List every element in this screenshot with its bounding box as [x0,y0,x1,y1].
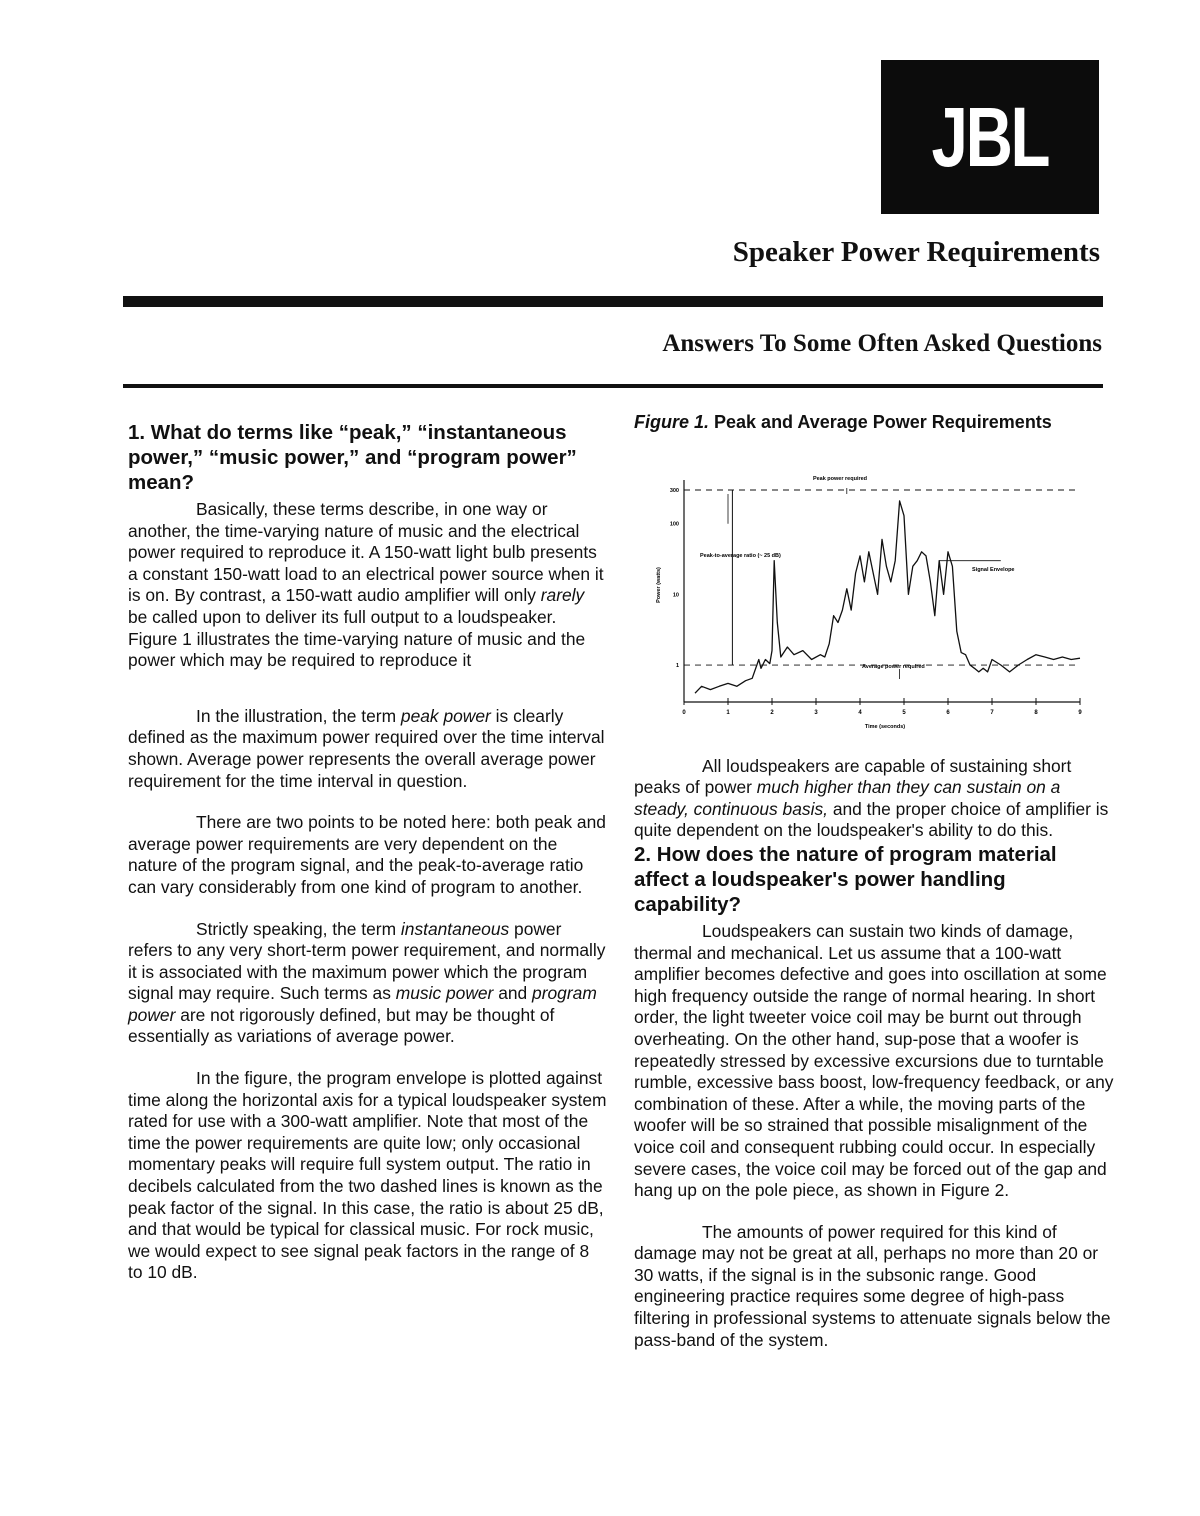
paragraph [128,706,608,792]
annotation-average: Average power required [862,663,925,670]
x-tick-label: 3 [814,709,818,716]
emphasis: program power [128,983,597,1025]
figure-caption [634,412,1114,434]
text-run: Basically, these terms describe, in one way or another, the time-varying nature of music and the electrical power required to reproduce it. A 150-watt light bulb presents a constant 150-watt load to an electrical power source when it is on. By contrast, a 150-watt audio amplifier will only [128,499,604,606]
logo-text: JBL [931,90,1049,184]
power-chart [640,440,1090,730]
question-2-heading: 2. How does the nature of program material affect a loudspeaker's power handling capability? [634,842,1057,916]
emphasis: much higher than they can sustain on a steady, continuous basis, [634,777,1061,819]
text-run: power refers to any very short-term power requirement, and normally it is associated with the maximum power which the program signal may require. Such terms as [128,918,606,1004]
x-tick-label: 9 [1078,709,1082,716]
paragraph: There are two points to be noted here: both peak and average power requirements are very dependent on the nature of the program signal, and the peak-to-average ratio can vary considerably from one kind of program to another. [128,812,606,897]
paragraph: The amounts of power required for this kind of damage may not be great at all, perhaps no more than 20 or 30 watts, if the signal is in the subsonic range. Good engineering practice requires some degree of high-pass filtering in professional systems to attenuate signals below the pass-band of the system. [634,1221,1111,1350]
left-column [128,420,608,1284]
paragraph [128,919,608,1049]
x-tick-label: 8 [1034,709,1038,716]
paragraph: In the figure, the program envelope is plotted against time along the horizontal axis for a typical loudspeaker system rated for use with a 300-watt amplifier. Note that most of the time the power requirements are quite low; only occasional momentary peaks will require full system output. The ratio in decibels calculated from the two dashed lines is known as the peak factor of the signal. In this case, the ratio is about 25 dB, and that would be typical for classical music. For rock music, we would expect to see signal peak factors in the range of 8 to 10 dB. [128,1068,607,1283]
x-tick-label: 5 [902,709,906,716]
text-run: and the proper choice of amplifier is quite dependent on the loudspeaker's ability to do this. [634,798,1109,841]
annotation-peak: Peak power required [812,475,868,482]
text-run: All loudspeakers are capable of sustaining short peaks of power [634,755,1072,798]
emphasis: peak power [400,705,491,726]
text-run: is clearly defined as the maximum power required over the time interval shown. Average power represents the overall average power requirement for the time interval in question. [128,705,605,791]
right-column-text [634,756,1114,1352]
figure-title: Peak and Average Power Requirements [709,412,1052,432]
subtitle-rule [123,384,1103,388]
text-run: and [493,983,533,1004]
x-tick-label: 6 [946,709,950,716]
x-tick-label: 4 [858,709,862,716]
document-title: Speaker Power Requirements [732,236,1100,268]
emphasis: instantaneous [400,918,510,939]
y-tick-label: 300 [669,487,679,494]
paragraph [128,499,608,672]
document-subtitle: Answers To Some Often Asked Questions [662,330,1102,357]
y-tick-label: 100 [669,521,679,528]
right-column [634,412,1114,1351]
text-run: In the illustration, the term [196,705,401,726]
chart-svg [640,440,1090,730]
text-run: Strictly speaking, the term [196,918,401,939]
annotation-envelope: Signal Envelope [972,566,1015,573]
jbl-logo [881,60,1099,214]
paragraph: Loudspeakers can sustain two kinds of damage, thermal and mechanical. Let us assume that a 100-watt amplifier becomes defective and goes into oscillation at some high frequency outside the range of normal hearing. In short order, the light tweeter voice coil may be burnt out through overheating. On the other hand, sup-pose that a woofer is repeatedly stressed by excessive excursions due to turntable rumble, excessive bass boost, low-frequency feedback, or any combination of these. After a while, the moving parts of the woofer will be so strained that possible misalignment of the voice coil and consequent rubbing could occur. In especially severe cases, the voice coil may be forced out of the gap and hang up on the pole piece, as shown in Figure 2. [634,920,1114,1201]
emphasis: rarely [540,585,585,606]
paragraph [634,756,1114,842]
title-rule [123,296,1103,307]
y-tick-label: 10 [672,591,679,598]
annotation-ratio: Peak-to-average ratio (~ 25 dB) [700,552,781,559]
y-tick-label: 1 [675,662,679,669]
y-axis-label: Power (watts) [656,566,662,603]
text-run: are not rigorously defined, but may be thought of essentially as variations of average power. [128,1004,555,1047]
emphasis: music power [395,983,494,1004]
x-tick-label: 0 [682,709,686,716]
text-run: be called upon to deliver its full output to a loudspeaker. Figure 1 illustrates the time-varying nature of music and the power which may be required to reproduce it [128,606,586,671]
x-axis-label: Time (seconds) [864,723,906,730]
x-tick-label: 7 [990,709,994,716]
x-tick-label: 1 [726,709,730,716]
figure-label: Figure 1. [634,412,710,432]
x-tick-label: 2 [770,709,774,716]
question-1-heading: 1. What do terms like “peak,” “instantaneous power,” “music power,” and “program power” mean? [128,421,577,494]
